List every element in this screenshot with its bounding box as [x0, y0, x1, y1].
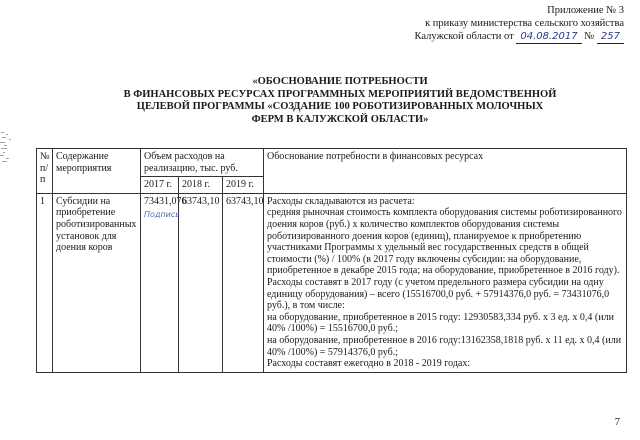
- justification-para-3: Расходы составят в 2017 году (с учетом предельного размера субсидии на одну единицу оборудования) – всего (15516700,0 руб. + 57914376,0 руб. = 73431076,0 руб.), в том числе:: [267, 276, 610, 312]
- title-line-3: ЦЕЛЕВОЙ ПРОГРАММЫ «СОЗДАНИЕ 100 РОБОТИЗИРОВАННЫХ МОЛОЧНЫХ: [136, 101, 544, 112]
- page-number: 7: [614, 417, 620, 428]
- row-content: Субсидии на приобретение роботизированных установок для доения коров: [53, 193, 141, 372]
- appendix-region: Калужской области от: [414, 31, 514, 42]
- justification-para-4: на оборудование, приобретенное в 2015 году: 12930583,334 руб. х 3 ед. х 0,4 (или 40% /100%) = 15516700,0 руб.;: [267, 311, 614, 335]
- document-title: [60, 76, 620, 126]
- justification-para-5: на оборудование, приобретенное в 2016 году:13162358,1818 руб. х 11 ед. х 0,4 (или 40% /100%) = 57914376,0 руб.;: [267, 334, 622, 358]
- row-num: 1: [37, 193, 53, 372]
- title-line-4: ФЕРМ В КАЛУЖСКОЙ ОБЛАСТИ»: [251, 113, 429, 125]
- justification-para-1: Расходы складываются из расчета:: [267, 195, 415, 207]
- row-value-2019: 63743,10: [223, 193, 264, 372]
- justification-para-6: Расходы составят ежегодно в 2018 - 2019 годах:: [267, 358, 471, 370]
- appendix-title: Приложение № 3: [547, 5, 624, 16]
- header-year-2018: 2018 г.: [179, 177, 223, 194]
- row-value-2017: [141, 193, 187, 372]
- title-line-1: «ОБОСНОВАНИЕ ПОТРЕБНОСТИ: [252, 76, 428, 87]
- justification-table: [36, 148, 627, 373]
- appendix-header: [374, 4, 624, 44]
- scan-artifact: [0, 130, 20, 166]
- number-sign: №: [584, 31, 595, 42]
- handwritten-number: 257: [597, 30, 624, 44]
- header-volume: Объем расходов на реализацию, тыс. руб.: [141, 149, 264, 177]
- header-year-2019: 2019 г.: [223, 177, 264, 194]
- table-header-row: [37, 149, 627, 177]
- appendix-order-ref: к приказу министерства сельского хозяйства: [425, 18, 624, 29]
- header-year-2017: 2017 г.: [141, 177, 179, 194]
- appendix-date-line: [374, 30, 624, 44]
- value-2017: 73431,076: [144, 195, 187, 207]
- table-row: [37, 193, 627, 372]
- row-justification: [264, 193, 627, 372]
- header-num: № п/п: [37, 149, 53, 194]
- title-line-2: В ФИНАНСОВЫХ РЕСУРСАХ ПРОГРАММНЫХ МЕРОПРИЯТИЙ ВЕДОМСТВЕННОЙ: [123, 88, 557, 100]
- row-value-2018: 63743,10: [179, 193, 223, 372]
- justification-para-2: средняя рыночная стоимость комплекта оборудования системы роботизированного доения коров (руб.) х количество комплектов оборудования системы роботизированного доения коров (единиц), планируемое к приобретению участниками Программы х удельный вес государственных средств в общей стоимости (%) / 100% (в 2017 году включены субсидии: на оборудование, приобретенное в декабре 2015 года; на оборудование, приобретенное в 2016 году).: [267, 207, 622, 277]
- handwritten-date: 04.08.2017: [516, 30, 581, 44]
- header-justification: Обоснование потребности в финансовых ресурсах: [264, 149, 627, 194]
- header-content: Содержание мероприятия: [53, 149, 141, 194]
- handwritten-note: Подпись: [144, 210, 180, 220]
